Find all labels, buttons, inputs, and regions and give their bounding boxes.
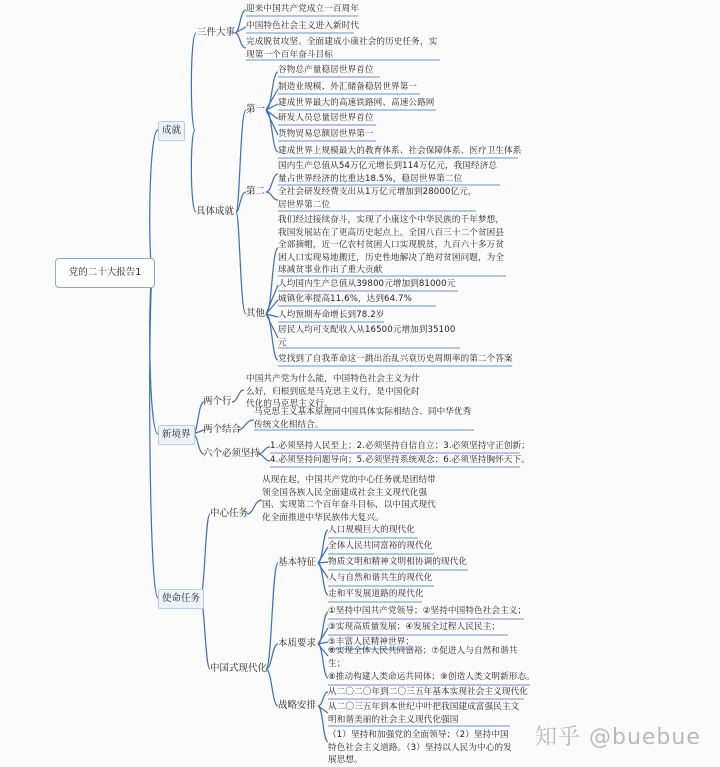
strategy-item: 从二〇二〇年到二〇三五年基本实现社会主义现代化: [328, 687, 528, 697]
six-musts-line: 1.必须坚持人民至上；2.必须坚持自信自立；3.必须坚持守正创新；: [270, 441, 530, 451]
six-musts-line: 4.必须坚持问题导向；5.必须坚持系统观念；6.必须坚持胸怀天下。: [270, 455, 530, 465]
branch-mission: 使命任务: [158, 589, 204, 609]
other-item: 我们经过接续奋斗，实现了小康这个中华民族的千年梦想，我国发展站在了更高历史起点上。全国八百三十二个贫困县全部摘帽，近一亿农村贫困人口实现脱贫，九百六十多万贫困人口实现易地搬迁，历史性地解决了绝对贫困问题，为全球减贫事业作出了重大贡献: [278, 215, 505, 275]
central-task-text: 从现在起，中国共产党的中心任务就是团结带领全国各族人民全面建成社会主义现代化强国、实现第二个百年奋斗目标，以中国式现代化全面推进中华民族伟大复兴。: [262, 475, 436, 523]
first-item: 货物贸易总额居世界第一: [278, 129, 374, 139]
first-item: 建成世界上规模最大的教育体系、社会保障体系、医疗卫生体系: [278, 146, 522, 156]
feature-item: 人口规模巨大的现代化: [328, 525, 415, 535]
first-item: 谷物总产量稳居世界首位: [278, 65, 374, 75]
requirements-label: 本质要求: [278, 638, 317, 649]
two-whys-label: 两个行: [203, 396, 232, 407]
central-task-label: 中心任务: [210, 508, 249, 519]
second-item: 全社会研发经费支出从1万亿元增加到28000亿元，居世界第二位: [278, 187, 477, 210]
other-item: 党找到了自我革命这一跳出治乱兴衰历史周期率的第二个答案: [278, 354, 513, 364]
second-label: 第二: [246, 186, 266, 197]
strategy-label: 战略安排: [278, 700, 317, 711]
other-item: 人均预期寿命增长到78.2岁: [278, 310, 385, 320]
three-things-item: 迎来中国共产党成立一百周年: [246, 4, 360, 14]
first-item: 建成世界最大的高速铁路网、高速公路网: [278, 98, 435, 108]
two-combines-text: 马克思主义基本原理同中国具体实际相结合、同中华优秀传统文化相结合。: [254, 407, 472, 430]
two-whys-text: 中国共产党为什么能，中国特色社会主义为什么好，归根到底是马克思主义行，是中国化时代化的马克思主义行。: [246, 374, 420, 409]
feature-item: 全体人民共同富裕的现代化: [328, 541, 433, 551]
specific-label: 具体成就: [196, 206, 235, 217]
requirement-line: ⑧推动构建人类命运共同体；⑨创造人类文明新形态。: [328, 672, 535, 682]
requirement-line: ⑥实现全体人民共同富裕；⑦促进人与自然和谐共生；: [328, 646, 518, 669]
requirement-line: ⑤丰富人民精神世界；: [328, 637, 415, 647]
features-label: 基本特征: [278, 557, 317, 568]
other-label: 其他: [246, 308, 266, 319]
requirement-line: ③实现高质量发展；④发展全过程人民民主；: [328, 622, 501, 632]
branch-achievements: 成就: [158, 121, 185, 141]
strategy-item: 从二〇三五年到本世纪中叶把我国建成富强民主文明和谐美丽的社会主义现代化强国: [328, 702, 520, 725]
branch-new-realm: 新境界: [158, 425, 195, 445]
feature-item: 人与自然和谐共生的现代化: [328, 573, 433, 583]
other-item: 人均国内生产总值从39800元增加到81000元: [278, 279, 456, 289]
root-node: 党的二十大报告1: [55, 258, 155, 288]
three-things-item: 中国特色社会主义进入新时代: [246, 21, 360, 31]
three-things-item: 完成脱贫攻坚、全面建成小康社会的历史任务，实现第一个百年奋斗目标: [246, 37, 438, 60]
two-combines-label: 两个结合: [203, 424, 242, 435]
first-item: 制造业规模、外汇储备稳居世界第一: [278, 82, 418, 92]
first-label: 第一: [246, 104, 266, 115]
requirement-line: ①坚持中国共产党领导；②坚持中国特色社会主义；: [328, 606, 527, 616]
feature-item: 物质文明和精神文明相协调的现代化: [328, 557, 468, 567]
six-musts-label: 六个必须坚持: [203, 448, 261, 459]
feature-item: 走和平发展道路的现代化: [328, 589, 424, 599]
second-item: 国内生产总值从54万亿元增长到114万亿元，我国经济总量占世界经济的比重达18.5%，稳居世界第二位: [278, 161, 498, 184]
first-item: 研发人员总量居世界首位: [278, 113, 374, 123]
three-things-label: 三件大事: [197, 27, 236, 38]
modernization-label: 中国式现代化: [210, 663, 268, 674]
other-item: 城镇化率提高11.6%，达到64.7%: [278, 294, 412, 304]
watermark: 知乎 @buebue: [535, 725, 701, 750]
strategy-item: （1）坚持和加强党的全面领导；（2）坚持中国特色社会主义道路。（3）坚持以人民为中心的发展思想。: [328, 730, 512, 765]
other-item: 居民人均可支配收入从16500元增加到35100元: [278, 325, 456, 348]
